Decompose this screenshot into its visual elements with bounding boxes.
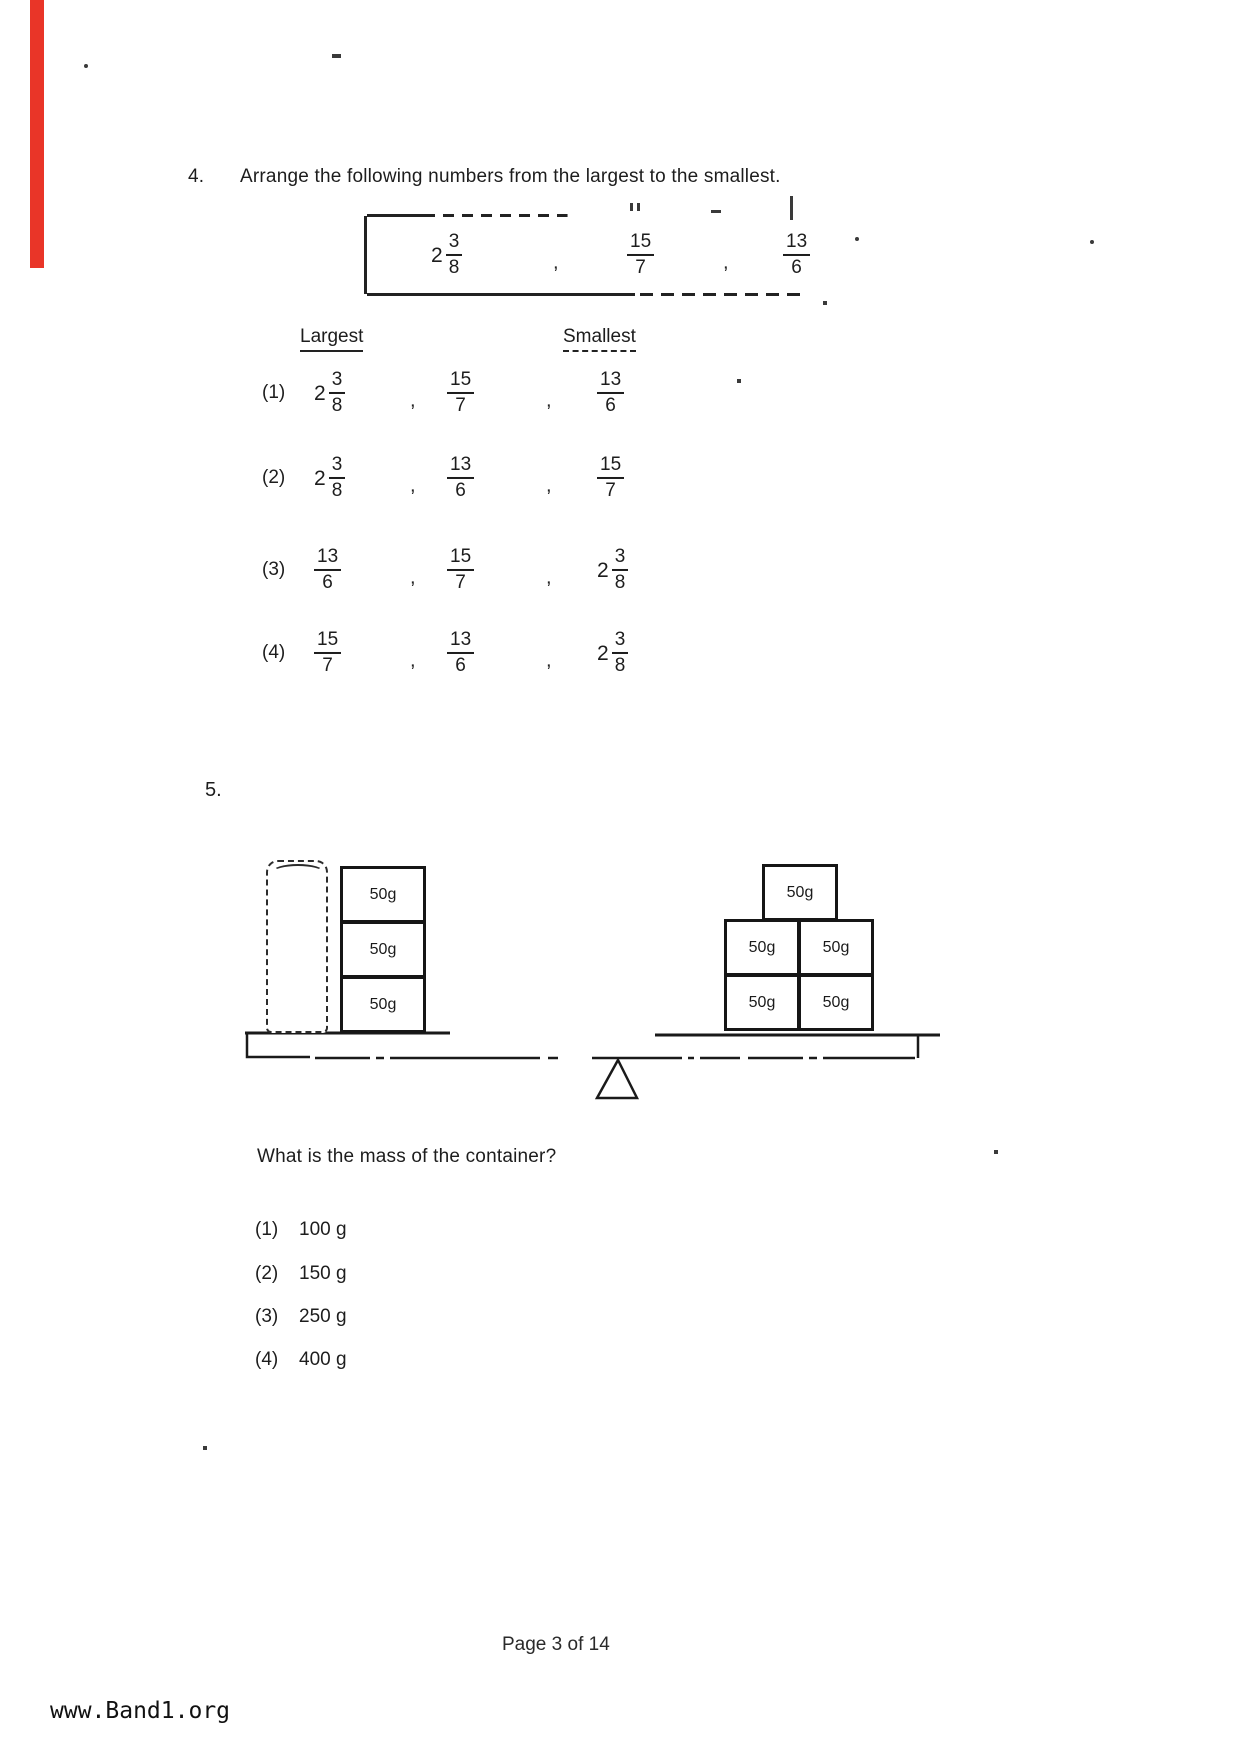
fraction: $\frac{15}{7}$: [314, 630, 341, 676]
weight-50g: [340, 921, 426, 978]
fraction: $\frac{13}{6}$: [447, 630, 474, 676]
weight-50g: [762, 864, 838, 921]
q5-question: What is the mass of the container?: [257, 1146, 557, 1167]
weight-50g: [798, 974, 874, 1031]
watermark: www.Band1.org: [50, 1698, 231, 1724]
container-cylinder: [266, 860, 328, 1033]
fraction: $\frac{13}{6}$: [783, 232, 810, 278]
option-value: 150 g: [299, 1263, 347, 1284]
option-label: (3): [255, 1306, 279, 1327]
option-label: (4): [262, 642, 286, 663]
separator: ,: [546, 566, 552, 589]
weight-label: 50g: [822, 993, 850, 1011]
fraction: $\frac{15}{7}$: [597, 455, 624, 501]
weight-50g: [340, 976, 426, 1033]
weight-50g: [798, 919, 874, 976]
weight-label: 50g: [369, 885, 397, 903]
cylinder-rim: [272, 864, 324, 880]
q5-option-4: [255, 1349, 347, 1371]
scan-speck: [711, 210, 721, 213]
option-label: (2): [262, 467, 286, 488]
fraction: $\frac{15}{7}$: [447, 547, 474, 593]
red-margin-strip: [30, 0, 44, 268]
option-label: (2): [255, 1263, 279, 1284]
q4-option-1: [230, 353, 750, 433]
scan-speck: [332, 54, 341, 58]
fraction: 2 $\frac{3}{8}$: [597, 547, 628, 593]
fraction: 2 $\frac{3}{8}$: [314, 370, 345, 416]
fraction: $\frac{13}{6}$: [314, 547, 341, 593]
option-label: (1): [262, 382, 286, 403]
scan-speck: [823, 301, 827, 305]
weight-label: 50g: [369, 940, 397, 958]
separator: ,: [410, 389, 416, 412]
fraction: $\frac{15}{7}$: [627, 232, 654, 278]
option-label: (4): [255, 1349, 279, 1370]
q4-option-2: [230, 438, 750, 518]
q5-option-3: [255, 1306, 347, 1328]
separator: ,: [546, 649, 552, 672]
weight-50g: [724, 974, 800, 1031]
fraction: 2 $\frac{3}{8}$: [597, 630, 628, 676]
weight-label: 50g: [369, 995, 397, 1013]
fraction: 2 $\frac{3}{8}$: [431, 232, 462, 278]
option-value: 400 g: [299, 1349, 347, 1370]
scan-speck: [994, 1150, 998, 1154]
q4-prompt: Arrange the following numbers from the largest to the smallest.: [240, 166, 781, 187]
q5-option-1: [255, 1219, 347, 1241]
q4-number: 4.: [188, 166, 205, 187]
q5-option-2: [255, 1263, 347, 1285]
separator: ,: [723, 251, 729, 274]
scan-speck: [630, 203, 633, 211]
separator: ,: [410, 474, 416, 497]
separator: ,: [546, 389, 552, 412]
page-number-label: Page 3 of 14: [502, 1634, 610, 1655]
q5-number: 5.: [205, 779, 222, 801]
scan-speck: [637, 203, 640, 211]
weight-50g: [724, 919, 800, 976]
scan-speck: [855, 237, 859, 241]
weight-label: 50g: [748, 938, 776, 956]
separator: ,: [410, 649, 416, 672]
fraction: $\frac{13}{6}$: [447, 455, 474, 501]
q4-option-3: [230, 530, 750, 610]
scan-speck: [203, 1446, 207, 1450]
fraction: $\frac{13}{6}$: [597, 370, 624, 416]
weight-label: 50g: [748, 993, 776, 1011]
weight-label: 50g: [822, 938, 850, 956]
option-label: (3): [262, 559, 286, 580]
separator: ,: [553, 251, 559, 274]
scan-speck: [84, 64, 88, 68]
fraction: $\frac{15}{7}$: [447, 370, 474, 416]
separator: ,: [410, 566, 416, 589]
weight-50g: [340, 866, 426, 923]
separator: ,: [546, 474, 552, 497]
option-value: 250 g: [299, 1306, 347, 1327]
q4-number-box: [364, 216, 808, 294]
option-value: 100 g: [299, 1219, 347, 1240]
largest-header: Largest: [300, 326, 363, 352]
weight-label: 50g: [786, 883, 814, 901]
q4-option-4: [230, 613, 750, 693]
option-label: (1): [255, 1219, 279, 1240]
smallest-header: Smallest: [563, 326, 636, 352]
scan-speck: [1090, 240, 1094, 244]
fraction: 2 $\frac{3}{8}$: [314, 455, 345, 501]
